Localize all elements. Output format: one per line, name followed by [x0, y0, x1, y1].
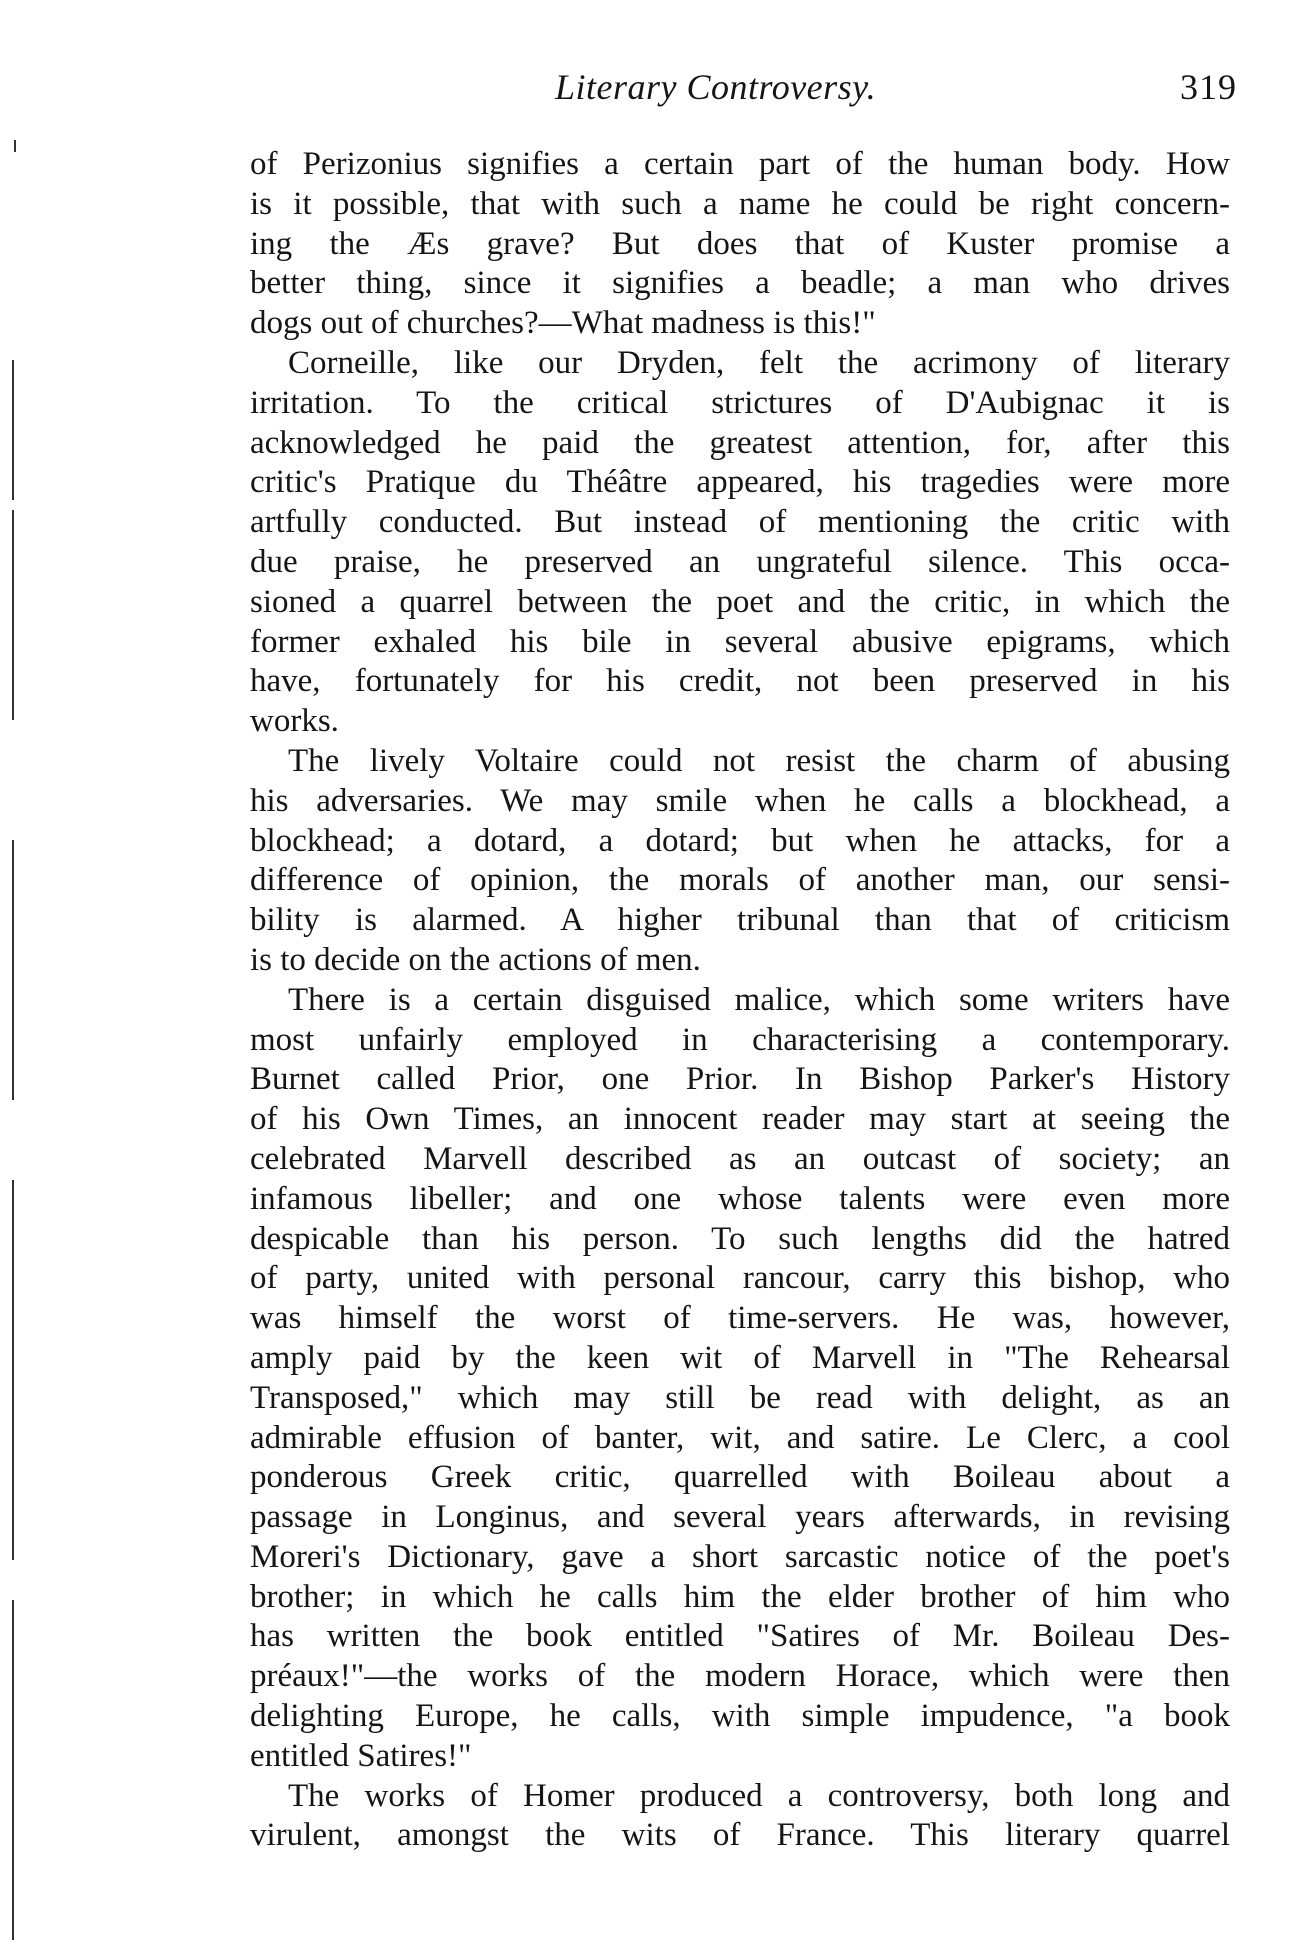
text-line: dogs out of churches?—What madness is this!": [250, 305, 876, 342]
text-line: passage in Longinus, and several years afterwards, in revising: [250, 1499, 1230, 1536]
text-line: entitled Satires!": [250, 1737, 472, 1774]
text-line: Transposed," which may still be read with delight, as an: [250, 1379, 1230, 1416]
text-line: ing the Æs grave? But does that of Kuster promise a: [250, 225, 1230, 262]
text-line: infamous libeller; and one whose talents were even more: [250, 1180, 1230, 1217]
text-line: works.: [250, 703, 339, 740]
text-line: préaux!"—the works of the modern Horace, which were then: [250, 1658, 1230, 1695]
text-line: There is a certain disguised malice, which some writers have: [288, 981, 1230, 1018]
binding-gutter: [0, 0, 40, 1940]
text-line: brother; in which he calls him the elder brother of him who: [250, 1578, 1230, 1615]
body-text: [250, 145, 1230, 1856]
gutter-mark: [12, 840, 14, 1100]
gutter-mark: [12, 510, 14, 720]
text-line: have, fortunately for his credit, not been preserved in his: [250, 663, 1230, 700]
text-line: better thing, since it signifies a beadle; a man who drives: [250, 265, 1230, 302]
text-line: has written the book entitled "Satires of Mr. Boileau Des-: [250, 1618, 1230, 1655]
text-line: blockhead; a dotard, a dotard; but when he attacks, for a: [250, 822, 1230, 859]
text-line: artfully conducted. But instead of mentioning the critic with: [250, 504, 1230, 541]
text-line: of his Own Times, an innocent reader may start at seeing the: [250, 1101, 1230, 1138]
text-line: The lively Voltaire could not resist the charm of abusing: [288, 742, 1230, 779]
text-line: of party, united with personal rancour, carry this bishop, who: [250, 1260, 1230, 1297]
text-line: delighting Europe, he calls, with simple impudence, "a book: [250, 1698, 1230, 1735]
text-line: admirable effusion of banter, wit, and satire. Le Clerc, a cool: [250, 1419, 1230, 1456]
gutter-mark: [14, 140, 16, 152]
text-line: bility is alarmed. A higher tribunal than that of criticism: [250, 902, 1230, 939]
text-line: Burnet called Prior, one Prior. In Bishop Parker's History: [250, 1061, 1230, 1098]
text-line: despicable than his person. To such lengths did the hatred: [250, 1220, 1230, 1257]
text-line: celebrated Marvell described as an outcast of society; an: [250, 1140, 1230, 1177]
text-line: Corneille, like our Dryden, felt the acrimony of literary: [288, 344, 1230, 381]
text-line: amply paid by the keen wit of Marvell in "The Rehearsal: [250, 1339, 1230, 1376]
text-line: was himself the worst of time-servers. He was, however,: [250, 1300, 1230, 1337]
text-line: is to decide on the actions of men.: [250, 941, 701, 978]
text-line: virulent, amongst the wits of France. This literary quarrel: [250, 1817, 1230, 1854]
text-line: sioned a quarrel between the poet and the critic, in which the: [250, 583, 1230, 620]
text-line: due praise, he preserved an ungrateful silence. This occa-: [250, 543, 1230, 580]
text-line: irritation. To the critical strictures of D'Aubignac it is: [250, 384, 1230, 421]
gutter-mark: [12, 1180, 14, 1560]
gutter-mark: [12, 360, 14, 500]
text-line: his adversaries. We may smile when he calls a blockhead, a: [250, 782, 1230, 819]
text-line: ponderous Greek critic, quarrelled with Boileau about a: [250, 1459, 1230, 1496]
text-line: of Perizonius signifies a certain part of the human body. How: [250, 146, 1230, 182]
gutter-mark: [12, 1600, 14, 1940]
text-line: difference of opinion, the morals of another man, our sensi-: [250, 862, 1230, 899]
text-line: former exhaled his bile in several abusive epigrams, which: [250, 623, 1230, 660]
text-line: most unfairly employed in characterising a contemporary.: [250, 1021, 1230, 1058]
page-number: 319: [1180, 67, 1237, 107]
text-line: The works of Homer produced a controversy, both long and: [288, 1777, 1230, 1814]
text-line: is it possible, that with such a name he could be right concern-: [250, 185, 1230, 222]
text-line: critic's Pratique du Théâtre appeared, his tragedies were more: [250, 464, 1230, 501]
text-line: Moreri's Dictionary, gave a short sarcastic notice of the poet's: [250, 1538, 1230, 1575]
running-title: Literary Controversy.: [555, 67, 877, 107]
text-line: acknowledged he paid the greatest attention, for, after this: [250, 424, 1230, 461]
